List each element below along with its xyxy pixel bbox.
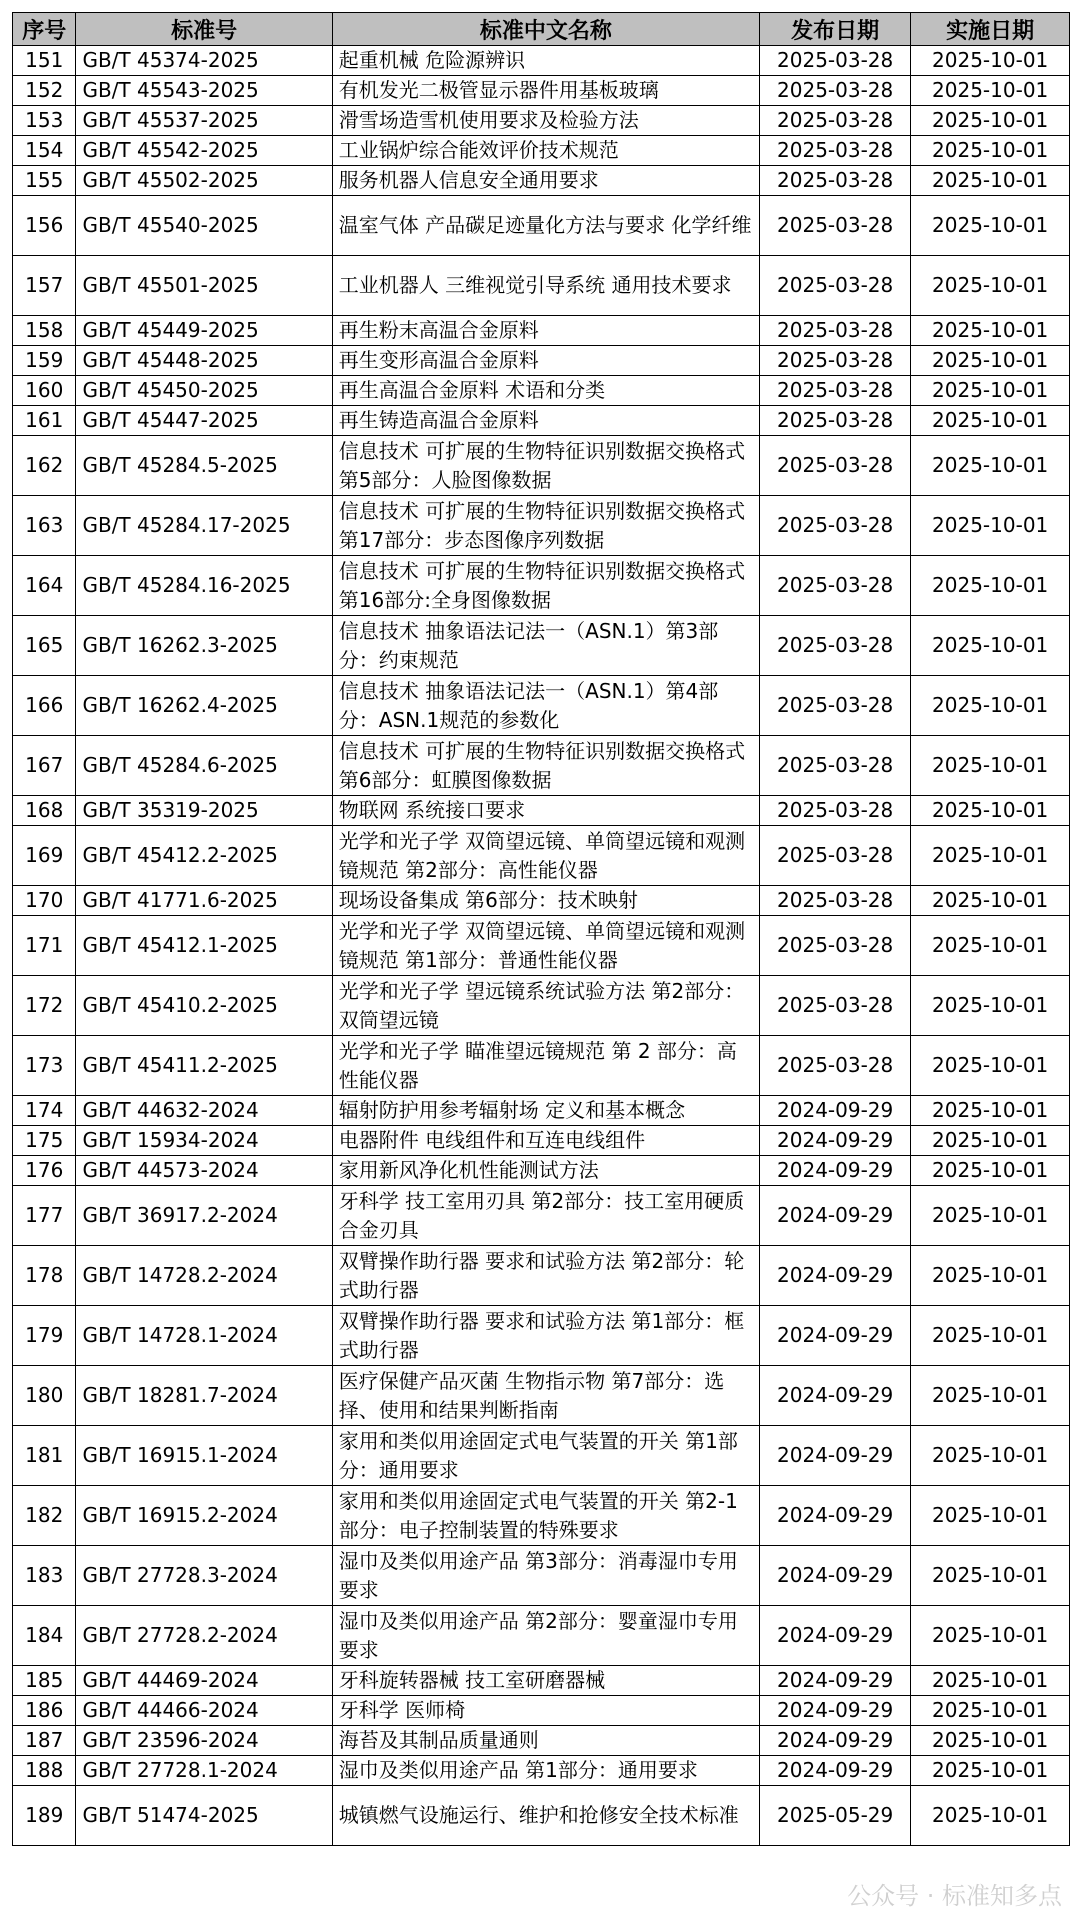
row-standard-code: GB/T 45374-2025 [76,46,332,76]
row-standard-code: GB/T 45501-2025 [76,256,332,316]
table-row [13,376,1070,406]
row-publish-date: 2025-03-28 [759,136,910,166]
row-standard-code: GB/T 44466-2024 [76,1696,332,1726]
row-serial-no: 158 [13,316,76,346]
row-implement-date: 2025-10-01 [911,1246,1070,1306]
row-publish-date: 2025-05-29 [759,1786,910,1846]
table-row [13,676,1070,736]
table-row [13,436,1070,496]
row-implement-date: 2025-10-01 [911,616,1070,676]
row-publish-date: 2025-03-28 [759,436,910,496]
row-publish-date: 2024-09-29 [759,1426,910,1486]
table-row [13,1126,1070,1156]
row-serial-no: 187 [13,1726,76,1756]
row-standard-code: GB/T 45540-2025 [76,196,332,256]
table-row [13,1156,1070,1186]
standards-table [12,12,1070,1846]
row-serial-no: 181 [13,1426,76,1486]
table-row [13,736,1070,796]
row-implement-date: 2025-10-01 [911,436,1070,496]
row-publish-date: 2025-03-28 [759,1036,910,1096]
row-standard-code: GB/T 45543-2025 [76,76,332,106]
table-row [13,1186,1070,1246]
row-serial-no: 172 [13,976,76,1036]
table-row [13,1546,1070,1606]
row-serial-no: 185 [13,1666,76,1696]
table-row [13,1486,1070,1546]
row-standard-code: GB/T 45447-2025 [76,406,332,436]
table-row [13,1096,1070,1126]
row-implement-date: 2025-10-01 [911,1756,1070,1786]
row-chinese-name: 双臂操作助行器 要求和试验方法 第1部分：框式助行器 [332,1306,759,1366]
row-implement-date: 2025-10-01 [911,1426,1070,1486]
header-implement-date: 实施日期 [911,13,1070,46]
row-standard-code: GB/T 45284.17-2025 [76,496,332,556]
row-serial-no: 186 [13,1696,76,1726]
row-chinese-name: 有机发光二极管显示器件用基板玻璃 [332,76,759,106]
row-implement-date: 2025-10-01 [911,316,1070,346]
row-standard-code: GB/T 14728.1-2024 [76,1306,332,1366]
row-serial-no: 170 [13,886,76,916]
row-chinese-name: 双臂操作助行器 要求和试验方法 第2部分：轮式助行器 [332,1246,759,1306]
row-serial-no: 180 [13,1366,76,1426]
row-publish-date: 2024-09-29 [759,1666,910,1696]
row-serial-no: 176 [13,1156,76,1186]
table-row [13,1756,1070,1786]
row-serial-no: 179 [13,1306,76,1366]
table-row [13,166,1070,196]
table-row [13,916,1070,976]
row-implement-date: 2025-10-01 [911,1666,1070,1696]
table-row [13,196,1070,256]
row-chinese-name: 信息技术 抽象语法记法一（ASN.1）第4部分：ASN.1规范的参数化 [332,676,759,736]
table-row [13,406,1070,436]
row-serial-no: 174 [13,1096,76,1126]
table-row [13,1426,1070,1486]
row-serial-no: 156 [13,196,76,256]
row-publish-date: 2025-03-28 [759,496,910,556]
row-implement-date: 2025-10-01 [911,46,1070,76]
row-chinese-name: 医疗保健产品灭菌 生物指示物 第7部分：选择、使用和结果判断指南 [332,1366,759,1426]
table-row [13,46,1070,76]
row-serial-no: 183 [13,1546,76,1606]
row-implement-date: 2025-10-01 [911,796,1070,826]
row-standard-code: GB/T 36917.2-2024 [76,1186,332,1246]
header-publish-date: 发布日期 [759,13,910,46]
row-implement-date: 2025-10-01 [911,556,1070,616]
row-implement-date: 2025-10-01 [911,1186,1070,1246]
row-implement-date: 2025-10-01 [911,916,1070,976]
table-row [13,76,1070,106]
row-implement-date: 2025-10-01 [911,736,1070,796]
row-implement-date: 2025-10-01 [911,106,1070,136]
row-publish-date: 2025-03-28 [759,196,910,256]
row-standard-code: GB/T 45284.5-2025 [76,436,332,496]
row-serial-no: 188 [13,1756,76,1786]
row-standard-code: GB/T 41771.6-2025 [76,886,332,916]
row-publish-date: 2024-09-29 [759,1156,910,1186]
row-chinese-name: 现场设备集成 第6部分：技术映射 [332,886,759,916]
table-body [13,46,1070,1846]
row-publish-date: 2024-09-29 [759,1486,910,1546]
row-chinese-name: 湿巾及类似用途产品 第1部分：通用要求 [332,1756,759,1786]
row-standard-code: GB/T 45502-2025 [76,166,332,196]
row-implement-date: 2025-10-01 [911,1036,1070,1096]
row-serial-no: 173 [13,1036,76,1096]
row-chinese-name: 牙科旋转器械 技工室研磨器械 [332,1666,759,1696]
row-publish-date: 2025-03-28 [759,46,910,76]
row-implement-date: 2025-10-01 [911,886,1070,916]
table-row [13,316,1070,346]
row-publish-date: 2025-03-28 [759,346,910,376]
row-publish-date: 2025-03-28 [759,976,910,1036]
row-serial-no: 178 [13,1246,76,1306]
row-implement-date: 2025-10-01 [911,1726,1070,1756]
table-row [13,1306,1070,1366]
row-standard-code: GB/T 27728.3-2024 [76,1546,332,1606]
row-chinese-name: 家用和类似用途固定式电气装置的开关 第2-1部分：电子控制装置的特殊要求 [332,1486,759,1546]
table-row [13,1696,1070,1726]
row-publish-date: 2025-03-28 [759,796,910,826]
row-implement-date: 2025-10-01 [911,826,1070,886]
row-publish-date: 2025-03-28 [759,676,910,736]
row-publish-date: 2024-09-29 [759,1726,910,1756]
row-standard-code: GB/T 14728.2-2024 [76,1246,332,1306]
row-publish-date: 2024-09-29 [759,1186,910,1246]
row-serial-no: 159 [13,346,76,376]
row-implement-date: 2025-10-01 [911,1786,1070,1846]
row-publish-date: 2025-03-28 [759,166,910,196]
row-chinese-name: 信息技术 可扩展的生物特征识别数据交换格式 第16部分:全身图像数据 [332,556,759,616]
row-standard-code: GB/T 45284.16-2025 [76,556,332,616]
row-publish-date: 2024-09-29 [759,1606,910,1666]
row-chinese-name: 牙科学 技工室用刃具 第2部分：技工室用硬质合金刃具 [332,1186,759,1246]
row-standard-code: GB/T 16262.3-2025 [76,616,332,676]
row-chinese-name: 服务机器人信息安全通用要求 [332,166,759,196]
row-implement-date: 2025-10-01 [911,1156,1070,1186]
row-chinese-name: 信息技术 可扩展的生物特征识别数据交换格式 第5部分：人脸图像数据 [332,436,759,496]
row-standard-code: GB/T 45411.2-2025 [76,1036,332,1096]
row-chinese-name: 物联网 系统接口要求 [332,796,759,826]
row-chinese-name: 辐射防护用参考辐射场 定义和基本概念 [332,1096,759,1126]
row-implement-date: 2025-10-01 [911,346,1070,376]
row-chinese-name: 再生变形高温合金原料 [332,346,759,376]
table-row [13,1366,1070,1426]
row-publish-date: 2025-03-28 [759,106,910,136]
row-serial-no: 160 [13,376,76,406]
row-publish-date: 2025-03-28 [759,406,910,436]
row-serial-no: 169 [13,826,76,886]
row-chinese-name: 湿巾及类似用途产品 第2部分：婴童湿巾专用要求 [332,1606,759,1666]
row-serial-no: 157 [13,256,76,316]
row-standard-code: GB/T 45410.2-2025 [76,976,332,1036]
row-serial-no: 167 [13,736,76,796]
row-implement-date: 2025-10-01 [911,136,1070,166]
row-publish-date: 2025-03-28 [759,256,910,316]
row-chinese-name: 信息技术 抽象语法记法一（ASN.1）第3部分：约束规范 [332,616,759,676]
row-implement-date: 2025-10-01 [911,76,1070,106]
row-serial-no: 165 [13,616,76,676]
row-standard-code: GB/T 15934-2024 [76,1126,332,1156]
row-standard-code: GB/T 35319-2025 [76,796,332,826]
row-implement-date: 2025-10-01 [911,1696,1070,1726]
row-publish-date: 2024-09-29 [759,1366,910,1426]
row-chinese-name: 牙科学 医师椅 [332,1696,759,1726]
row-chinese-name: 海苔及其制品质量通则 [332,1726,759,1756]
row-standard-code: GB/T 45284.6-2025 [76,736,332,796]
row-standard-code: GB/T 45449-2025 [76,316,332,346]
row-publish-date: 2025-03-28 [759,376,910,406]
row-serial-no: 175 [13,1126,76,1156]
row-implement-date: 2025-10-01 [911,676,1070,736]
row-standard-code: GB/T 45448-2025 [76,346,332,376]
row-standard-code: GB/T 23596-2024 [76,1726,332,1756]
row-chinese-name: 再生高温合金原料 术语和分类 [332,376,759,406]
table-row [13,496,1070,556]
row-serial-no: 164 [13,556,76,616]
row-serial-no: 184 [13,1606,76,1666]
table-row [13,1726,1070,1756]
row-chinese-name: 光学和光子学 望远镜系统试验方法 第2部分：双筒望远镜 [332,976,759,1036]
table-row [13,826,1070,886]
row-standard-code: GB/T 16915.1-2024 [76,1426,332,1486]
row-chinese-name: 再生粉末高温合金原料 [332,316,759,346]
row-chinese-name: 光学和光子学 瞄准望远镜规范 第 2 部分：高性能仪器 [332,1036,759,1096]
row-serial-no: 189 [13,1786,76,1846]
table-row [13,556,1070,616]
table-row [13,346,1070,376]
row-publish-date: 2024-09-29 [759,1246,910,1306]
header-serial-no: 序号 [13,13,76,46]
row-publish-date: 2025-03-28 [759,556,910,616]
row-chinese-name: 温室气体 产品碳足迹量化方法与要求 化学纤维 [332,196,759,256]
table-row [13,1246,1070,1306]
row-publish-date: 2024-09-29 [759,1756,910,1786]
table-row [13,106,1070,136]
row-publish-date: 2025-03-28 [759,886,910,916]
row-chinese-name: 起重机械 危险源辨识 [332,46,759,76]
row-serial-no: 168 [13,796,76,826]
row-serial-no: 152 [13,76,76,106]
row-standard-code: GB/T 45537-2025 [76,106,332,136]
table-row [13,616,1070,676]
row-chinese-name: 再生铸造高温合金原料 [332,406,759,436]
row-chinese-name: 光学和光子学 双筒望远镜、单筒望远镜和观测镜规范 第2部分：高性能仪器 [332,826,759,886]
row-implement-date: 2025-10-01 [911,166,1070,196]
table-row [13,976,1070,1036]
row-serial-no: 166 [13,676,76,736]
row-standard-code: GB/T 51474-2025 [76,1786,332,1846]
row-serial-no: 151 [13,46,76,76]
row-implement-date: 2025-10-01 [911,1486,1070,1546]
row-chinese-name: 信息技术 可扩展的生物特征识别数据交换格式 第6部分：虹膜图像数据 [332,736,759,796]
row-publish-date: 2024-09-29 [759,1696,910,1726]
row-serial-no: 163 [13,496,76,556]
row-serial-no: 177 [13,1186,76,1246]
row-standard-code: GB/T 45450-2025 [76,376,332,406]
row-implement-date: 2025-10-01 [911,1366,1070,1426]
table-row [13,1666,1070,1696]
row-implement-date: 2025-10-01 [911,1306,1070,1366]
row-implement-date: 2025-10-01 [911,196,1070,256]
header-standard-code: 标准号 [76,13,332,46]
row-chinese-name: 城镇燃气设施运行、维护和抢修安全技术标准 [332,1786,759,1846]
row-serial-no: 154 [13,136,76,166]
row-publish-date: 2025-03-28 [759,916,910,976]
row-publish-date: 2025-03-28 [759,826,910,886]
row-standard-code: GB/T 18281.7-2024 [76,1366,332,1426]
row-publish-date: 2024-09-29 [759,1306,910,1366]
row-implement-date: 2025-10-01 [911,376,1070,406]
row-standard-code: GB/T 27728.2-2024 [76,1606,332,1666]
row-serial-no: 162 [13,436,76,496]
row-publish-date: 2024-09-29 [759,1096,910,1126]
table-row [13,1036,1070,1096]
row-chinese-name: 光学和光子学 双筒望远镜、单筒望远镜和观测镜规范 第1部分：普通性能仪器 [332,916,759,976]
row-publish-date: 2025-03-28 [759,76,910,106]
row-standard-code: GB/T 44632-2024 [76,1096,332,1126]
row-implement-date: 2025-10-01 [911,496,1070,556]
row-serial-no: 161 [13,406,76,436]
row-implement-date: 2025-10-01 [911,406,1070,436]
table-row [13,1606,1070,1666]
row-publish-date: 2025-03-28 [759,616,910,676]
row-standard-code: GB/T 45412.1-2025 [76,916,332,976]
row-publish-date: 2025-03-28 [759,316,910,346]
watermark-text: 公众号 · 标准知多点 [847,1882,1062,1910]
table-header-row [13,13,1070,46]
row-standard-code: GB/T 44573-2024 [76,1156,332,1186]
row-serial-no: 155 [13,166,76,196]
row-serial-no: 171 [13,916,76,976]
row-publish-date: 2024-09-29 [759,1126,910,1156]
row-implement-date: 2025-10-01 [911,1546,1070,1606]
row-standard-code: GB/T 16915.2-2024 [76,1486,332,1546]
row-serial-no: 182 [13,1486,76,1546]
row-publish-date: 2024-09-29 [759,1546,910,1606]
row-standard-code: GB/T 45542-2025 [76,136,332,166]
row-chinese-name: 湿巾及类似用途产品 第3部分：消毒湿巾专用要求 [332,1546,759,1606]
row-chinese-name: 滑雪场造雪机使用要求及检验方法 [332,106,759,136]
table-row [13,256,1070,316]
table-row [13,796,1070,826]
row-implement-date: 2025-10-01 [911,1126,1070,1156]
table-row [13,1786,1070,1846]
row-chinese-name: 电器附件 电线组件和互连电线组件 [332,1126,759,1156]
row-publish-date: 2025-03-28 [759,736,910,796]
row-chinese-name: 信息技术 可扩展的生物特征识别数据交换格式 第17部分：步态图像序列数据 [332,496,759,556]
row-standard-code: GB/T 44469-2024 [76,1666,332,1696]
table-row [13,886,1070,916]
row-implement-date: 2025-10-01 [911,976,1070,1036]
row-standard-code: GB/T 16262.4-2025 [76,676,332,736]
row-chinese-name: 家用新风净化机性能测试方法 [332,1156,759,1186]
row-chinese-name: 工业机器人 三维视觉引导系统 通用技术要求 [332,256,759,316]
row-standard-code: GB/T 45412.2-2025 [76,826,332,886]
row-chinese-name: 家用和类似用途固定式电气装置的开关 第1部分：通用要求 [332,1426,759,1486]
table-row [13,136,1070,166]
row-serial-no: 153 [13,106,76,136]
row-implement-date: 2025-10-01 [911,256,1070,316]
row-implement-date: 2025-10-01 [911,1606,1070,1666]
row-chinese-name: 工业锅炉综合能效评价技术规范 [332,136,759,166]
row-implement-date: 2025-10-01 [911,1096,1070,1126]
header-chinese-name: 标准中文名称 [332,13,759,46]
row-standard-code: GB/T 27728.1-2024 [76,1756,332,1786]
